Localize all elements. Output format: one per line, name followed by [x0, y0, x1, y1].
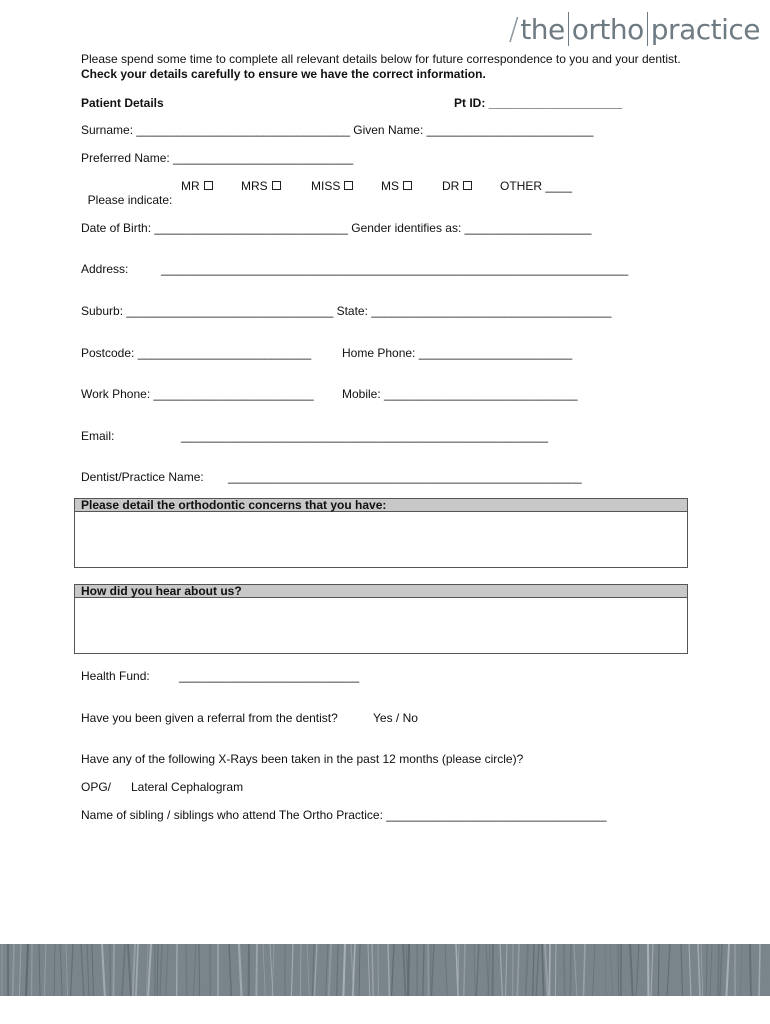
footer-stripe: [701, 944, 703, 996]
footer-stripe: [113, 944, 114, 996]
footer-stripe: [239, 944, 241, 996]
footer-stripe: [102, 944, 105, 996]
footer-stripe: [542, 944, 544, 996]
footer-stripe: [555, 944, 556, 996]
footer-stripe: [388, 944, 389, 996]
postcode-field[interactable]: Postcode: __________________________: [81, 346, 312, 360]
footer-stripe: [307, 944, 309, 996]
footer-stripe: [570, 944, 571, 996]
footer-stripe: [19, 944, 21, 996]
pt-id-field[interactable]: Pt ID: ____________________: [454, 96, 623, 110]
home-phone-field[interactable]: Home Phone: _______________________: [342, 346, 573, 360]
xray-lateral-option[interactable]: Lateral Cephalogram: [131, 780, 244, 794]
footer-stripe: [500, 944, 502, 996]
footer-stripe: [432, 944, 434, 996]
footer-stripe: [26, 944, 28, 996]
footer-stripe: [199, 944, 200, 996]
footer-stripe: [549, 944, 550, 996]
email-label: Email:: [81, 429, 115, 443]
footer-stripe: [492, 944, 493, 996]
referral-answer[interactable]: Yes / No: [373, 711, 418, 725]
footer-stripe: [256, 944, 257, 996]
footer-stripe: [750, 944, 751, 996]
dentist-field[interactable]: _____________________________________________________: [228, 470, 582, 484]
footer-stripe: [326, 944, 328, 996]
footer-stripe: [300, 944, 301, 996]
checkbox-icon[interactable]: [463, 181, 472, 190]
email-field[interactable]: _______________________________________________________: [181, 429, 549, 443]
footer-stripe: [343, 944, 345, 996]
footer-stripe: [423, 944, 424, 996]
footer-stripe: [403, 944, 406, 996]
decorative-footer-band: [0, 944, 770, 996]
logo-divider: [568, 12, 569, 46]
checkbox-icon[interactable]: [272, 181, 281, 190]
footer-stripe: [314, 944, 317, 996]
footer-stripe: [229, 944, 231, 996]
logo-the: the: [520, 12, 565, 46]
dentist-label: Dentist/Practice Name:: [81, 470, 204, 484]
health-fund-label: Health Fund:: [81, 669, 150, 683]
title-option-miss[interactable]: MISS: [311, 179, 353, 193]
mobile-field[interactable]: Mobile: _____________________________: [342, 387, 578, 401]
address-label: Address:: [81, 262, 129, 276]
dob-gender-field[interactable]: Date of Birth: _____________________________ Gender identifies as: ___________________: [81, 221, 592, 235]
footer-stripe: [630, 944, 633, 996]
footer-stripe: [87, 944, 89, 996]
title-option-other[interactable]: OTHER ____: [500, 179, 573, 193]
hear-about-textarea[interactable]: [74, 598, 688, 654]
footer-stripe: [667, 944, 670, 996]
footer-stripe: [272, 944, 274, 996]
footer-stripe: [681, 944, 683, 996]
footer-stripe: [122, 944, 125, 996]
hear-about-box-header: How did you hear about us?: [74, 584, 688, 598]
title-option-dr[interactable]: DR: [442, 179, 472, 193]
footer-stripe: [160, 944, 162, 996]
footer-stripe: [71, 944, 73, 996]
checkbox-icon[interactable]: [403, 181, 412, 190]
footer-stripe: [474, 944, 475, 996]
practice-logo: [509, 8, 760, 50]
footer-stripe: [313, 944, 314, 996]
footer-stripe: [54, 944, 55, 996]
footer-stripe: [193, 944, 196, 996]
footer-stripe: [445, 944, 447, 996]
footer-stripe: [368, 944, 370, 996]
suburb-state-field[interactable]: Suburb: _______________________________ State: ____________________________________: [81, 304, 612, 318]
footer-stripe: [710, 944, 712, 996]
logo-ortho: ortho: [571, 12, 644, 46]
referral-question: Have you been given a referral from the dentist?: [81, 711, 338, 725]
footer-stripe: [329, 944, 331, 996]
footer-stripe: [636, 944, 639, 996]
footer-stripe: [128, 944, 131, 996]
footer-stripe: [291, 944, 293, 996]
footer-stripe: [263, 944, 265, 996]
footer-stripe: [186, 944, 187, 996]
footer-stripe: [392, 944, 394, 996]
footer-stripe: [408, 944, 409, 996]
footer-stripe: [353, 944, 355, 996]
xray-question: Have any of the following X-Rays been taken in the past 12 months (please circle)?: [81, 752, 524, 766]
intro-line-2: Check your details carefully to ensure we have the correct information.: [81, 67, 486, 81]
health-fund-field[interactable]: ___________________________: [179, 669, 360, 683]
footer-stripe: [359, 944, 360, 996]
title-indicate-row: [81, 179, 172, 207]
footer-stripe: [651, 944, 653, 996]
footer-stripe: [148, 944, 151, 996]
footer-stripe: [133, 944, 135, 996]
footer-stripe: [81, 944, 84, 996]
footer-stripe: [726, 944, 729, 996]
footer-stripe: [157, 944, 158, 996]
footer-stripe: [574, 944, 577, 996]
footer-stripe: [545, 944, 548, 996]
sibling-field[interactable]: Name of sibling / siblings who attend The Ortho Practice: _________________________________: [81, 808, 607, 822]
xray-opg-option[interactable]: OPG/: [81, 780, 112, 794]
title-option-mr[interactable]: MR: [181, 179, 213, 193]
surname-given-name-field[interactable]: Surname: ________________________________ Given Name: _________________________: [81, 123, 594, 137]
footer-stripe: [564, 944, 565, 996]
patient-details-heading: Patient Details: [81, 96, 164, 110]
footer-stripe: [39, 944, 40, 996]
checkbox-icon[interactable]: [204, 181, 213, 190]
footer-stripe: [136, 944, 138, 996]
footer-stripe: [428, 944, 429, 996]
footer-stripe: [583, 944, 585, 996]
logo-practice: practice: [650, 12, 760, 46]
work-phone-field[interactable]: Work Phone: ________________________: [81, 387, 314, 401]
footer-stripe: [60, 944, 62, 996]
footer-stripe: [740, 944, 742, 996]
footer-stripe: [610, 944, 613, 996]
footer-stripe: [464, 944, 465, 996]
footer-stripe: [13, 944, 14, 996]
footer-stripe: [605, 944, 606, 996]
title-option-mrs[interactable]: MRS: [241, 179, 281, 193]
footer-stripes: [0, 944, 770, 996]
footer-stripe: [658, 944, 659, 996]
footer-stripe: [526, 944, 528, 996]
footer-stripe: [718, 944, 719, 996]
footer-stripe: [533, 944, 534, 996]
footer-stripe: [372, 944, 373, 996]
footer-stripe: [66, 944, 68, 996]
footer-stripe: [618, 944, 619, 996]
footer-stripe: [720, 944, 722, 996]
footer-stripe: [517, 944, 519, 996]
footer-stripe: [488, 944, 490, 996]
address-field[interactable]: ______________________________________________________________________: [161, 262, 629, 276]
title-option-ms[interactable]: MS: [381, 179, 412, 193]
footer-stripe: [593, 944, 595, 996]
footer-stripe: [476, 944, 479, 996]
indicate-label: Please indicate:: [87, 193, 173, 207]
preferred-name-field[interactable]: Preferred Name: ___________________________: [81, 151, 354, 165]
checkbox-icon[interactable]: [344, 181, 353, 190]
concerns-textarea[interactable]: [74, 512, 688, 568]
footer-stripe: [92, 944, 93, 996]
footer-stripe: [706, 944, 707, 996]
footer-stripe: [337, 944, 338, 996]
footer-stripe: [506, 944, 507, 996]
logo-divider: [647, 12, 648, 46]
logo-slash-icon: /: [508, 11, 519, 47]
footer-stripe: [536, 944, 539, 996]
concerns-box-header: Please detail the orthodontic concerns that you have:: [74, 498, 688, 512]
footer-stripe: [698, 944, 700, 996]
footer-stripe: [759, 944, 760, 996]
intro-line-1: Please spend some time to complete all relevant details below for future correspondence to you and your dentist.: [81, 52, 681, 66]
footer-stripe: [689, 944, 691, 996]
footer-stripe: [166, 944, 168, 996]
footer-stripe: [44, 944, 46, 996]
